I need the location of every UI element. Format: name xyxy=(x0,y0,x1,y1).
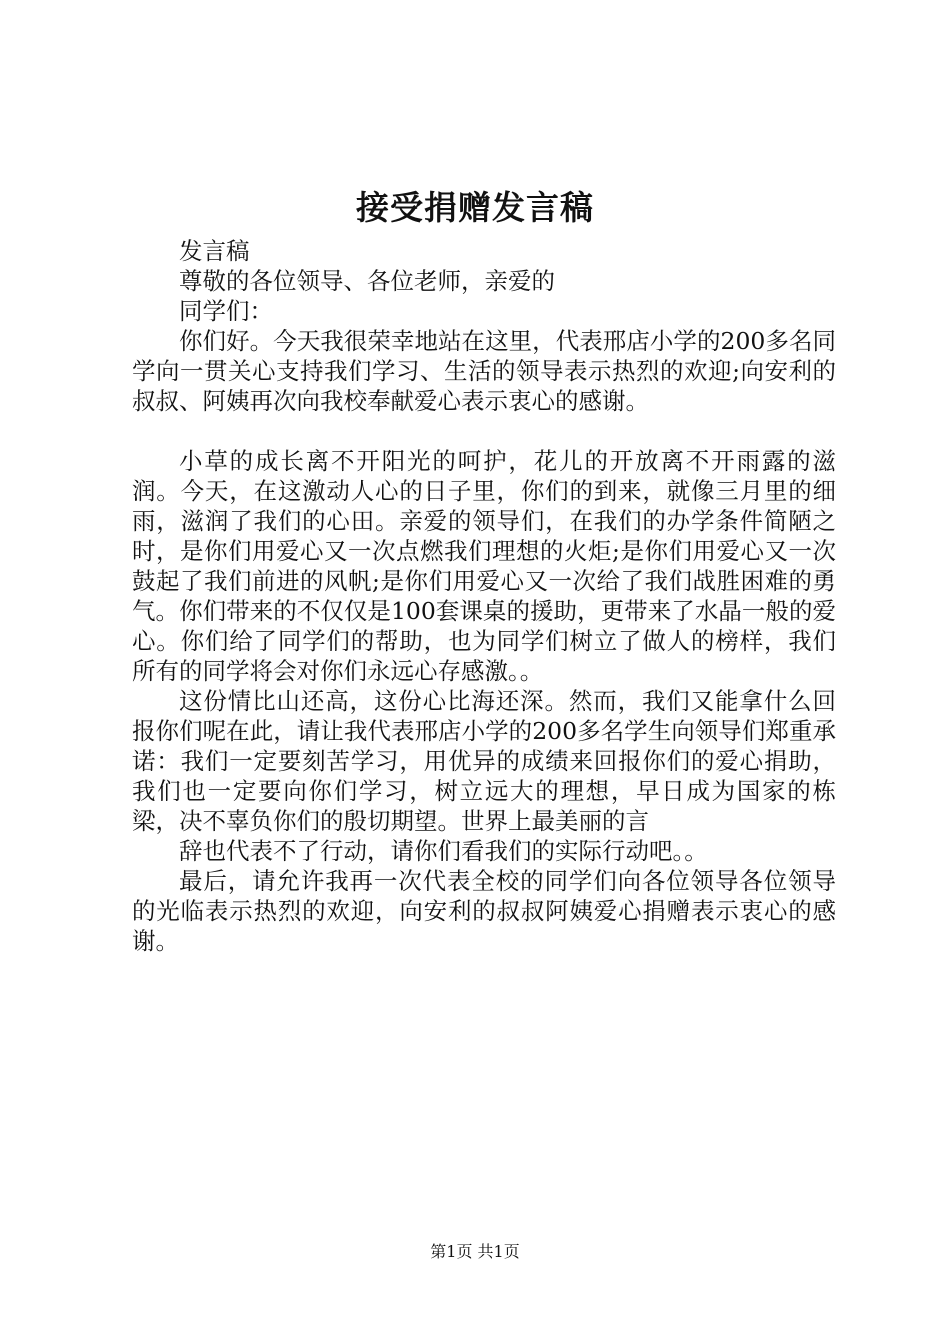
document-body xyxy=(132,236,836,956)
paragraph-salutation: 尊敬的各位领导、各位老师，亲爱的 xyxy=(179,267,555,295)
paragraph-salutation-continued: 同学们： xyxy=(179,297,273,325)
paragraph-gratitude: 小草的成长离不开阳光的呵护，花儿的开放离不开雨露的滋润。今天，在这激动人心的日子里，你们的到来，就像三月里的细雨，滋润了我们的心田。亲爱的领导们，在我们的办学条件简陋之时，是你们用爱心又一次点燃我们理想的火炬;是你们用爱心又一次鼓起了我们前进的风帆;是你们用爱心又一次给了我们战胜困难的勇气。你们带来的不仅仅是100套课桌的援助，更带来了水晶一般的爱心。你们给了同学们的帮助，也为同学们树立了做人的榜样，我们所有的同学将会对你们永远心存感激。。 xyxy=(132,447,836,685)
paragraph-heading: 发言稿 xyxy=(179,237,250,265)
paragraph-promise: 这份情比山还高，这份心比海还深。然而，我们又能拿什么回报你们呢在此，请让我代表邢店小学的200多名学生向领导们郑重承诺：我们一定要刻苦学习，用优异的成绩来回报你们的爱心捐助，我们也一定要向你们学习，树立远大的理想，早日成为国家的栋梁，决不辜负你们的殷切期望。世界上最美丽的言 xyxy=(132,687,836,835)
paragraph-closing: 最后，请允许我再一次代表全校的同学们向各位领导各位领导的光临表示热烈的欢迎，向安利的叔叔阿姨爱心捐赠表示衷心的感谢。 xyxy=(132,867,836,955)
document-title: 接受捐赠发言稿 xyxy=(356,188,594,227)
paragraph-greeting: 你们好。今天我很荣幸地站在这里，代表邢店小学的200多名同学向一贯关心支持我们学习、生活的领导表示热烈的欢迎;向安利的叔叔、阿姨再次向我校奉献爱心表示衷心的感谢。 xyxy=(132,327,836,415)
paragraph-promise-continued: 辞也代表不了行动，请你们看我们的实际行动吧。。 xyxy=(179,837,708,865)
page-footer: 第1页 共1页 xyxy=(430,1242,520,1261)
